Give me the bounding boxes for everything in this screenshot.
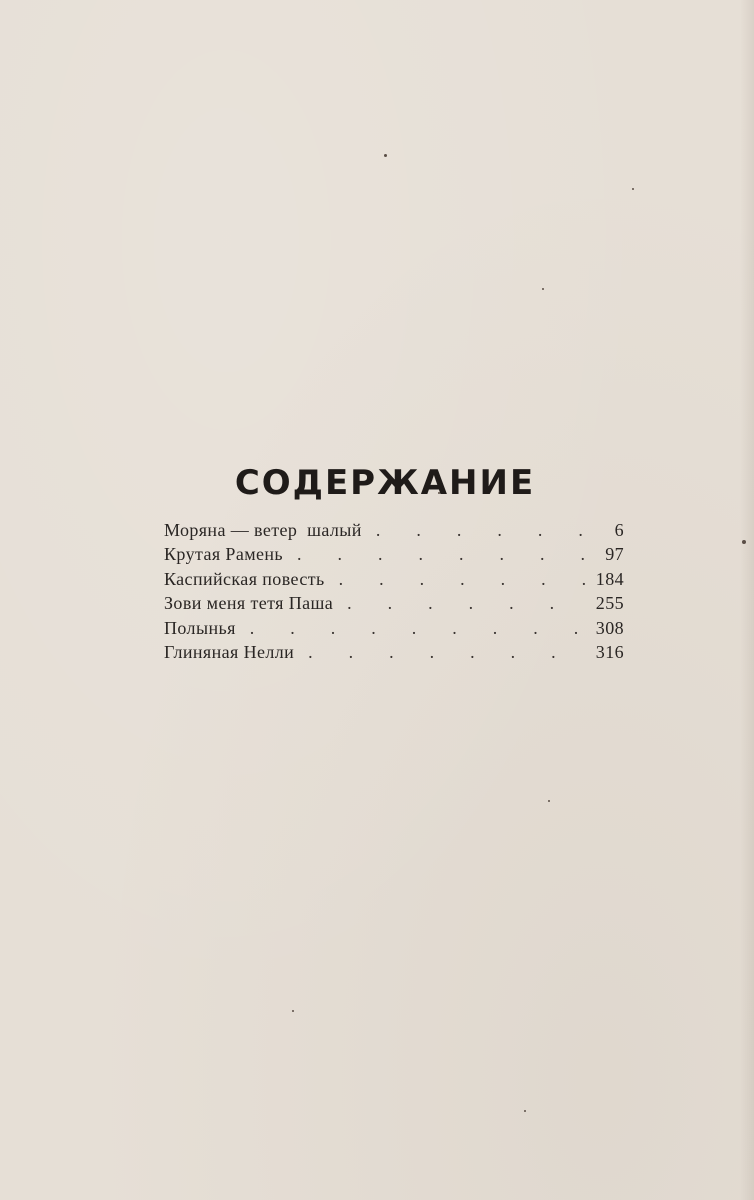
toc-entry xyxy=(164,544,624,568)
toc-entry-title: Крутая Рамень xyxy=(164,544,284,565)
dot-leader xyxy=(333,593,590,614)
toc-entry xyxy=(164,569,624,593)
dot-leader xyxy=(325,569,590,590)
page-edge-shadow xyxy=(740,0,754,1200)
dot-leader xyxy=(283,544,590,565)
toc-entry xyxy=(164,520,624,544)
paper-speck xyxy=(548,800,550,802)
page-title: СОДЕРЖАНИЕ xyxy=(234,462,536,503)
toc-entry xyxy=(164,642,624,666)
toc-entry-title: Каспийская повесть xyxy=(164,568,325,589)
toc-entry-title: Зови меня тетя Паша xyxy=(164,593,334,614)
paper-speck xyxy=(292,1010,294,1012)
toc-entry-page: 97 xyxy=(605,544,624,565)
toc-entry xyxy=(164,618,624,642)
toc-entry-title: Моряна — ветер шалый xyxy=(164,520,362,540)
toc-entry-page: 308 xyxy=(595,617,624,638)
table-of-contents xyxy=(164,520,624,666)
toc-entry-page: 6 xyxy=(614,520,624,540)
toc-entry-page: 184 xyxy=(595,568,624,589)
toc-entry-page: 255 xyxy=(595,593,624,614)
paper-speck xyxy=(542,288,544,290)
dot-leader xyxy=(294,642,590,663)
dot-leader xyxy=(362,520,590,541)
toc-entry-page: 316 xyxy=(595,641,624,662)
paper-speck xyxy=(524,1110,526,1112)
toc-entry xyxy=(164,593,624,617)
paper-speck xyxy=(384,154,387,157)
paper-speck xyxy=(632,188,634,190)
toc-entry-title: Полынья xyxy=(164,617,236,638)
toc-entry-title: Глиняная Нелли xyxy=(164,641,295,662)
paper-speck xyxy=(742,540,746,544)
dot-leader xyxy=(236,618,590,639)
